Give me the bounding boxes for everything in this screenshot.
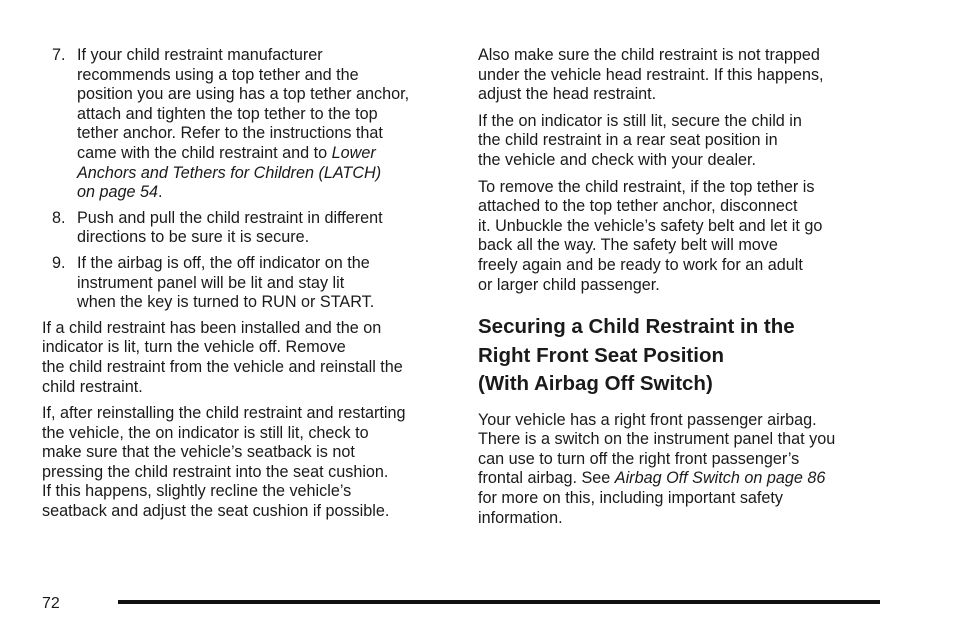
text-line: under the vehicle head restraint. If this happens, xyxy=(478,65,824,84)
text-segment: frontal airbag. See xyxy=(478,469,615,488)
list-item-7 xyxy=(42,46,452,203)
text-line: recommends using a top tether and the xyxy=(77,65,359,84)
text-line: make sure that the vehicle’s seatback is not xyxy=(42,443,355,462)
text-line: If your child restraint manufacturer xyxy=(77,46,323,64)
cross-reference-link[interactable]: on page 54 xyxy=(77,183,159,202)
page-number: 72 xyxy=(42,595,60,612)
paragraph-still-lit xyxy=(42,404,452,522)
left-column xyxy=(42,46,452,529)
heading-line: Right Front Seat Position xyxy=(478,343,724,367)
list-item-8 xyxy=(42,209,452,248)
text-line xyxy=(77,183,452,203)
text-line: information. xyxy=(478,508,563,527)
cross-reference-link[interactable]: Anchors and Tethers for Children (LATCH) xyxy=(77,163,382,182)
text-line: If the airbag is off, the off indicator on the xyxy=(77,253,370,272)
text-line: There is a switch on the instrument panel that you xyxy=(478,430,836,449)
text-line: freely again and be ready to work for an adult xyxy=(478,255,803,274)
text-line: can use to turn off the right front passenger’s xyxy=(478,449,800,468)
text-line: pressing the child restraint into the seat cushion. xyxy=(42,462,389,481)
text-line: adjust the head restraint. xyxy=(478,85,657,104)
paragraph-remove-restraint xyxy=(478,178,888,296)
list-number: 9. xyxy=(52,253,66,272)
text-line: Also make sure the child restraint is not trapped xyxy=(478,46,820,64)
text-segment: came with the child restraint and to xyxy=(77,143,332,162)
list-item-9 xyxy=(42,254,452,313)
text-line: back all the way. The safety belt will move xyxy=(478,236,778,255)
footer-rule xyxy=(118,600,880,604)
text-line: Push and pull the child restraint in different xyxy=(77,208,383,227)
text-line: instrument panel will be lit and stay lit xyxy=(77,273,345,292)
paragraph-reinstall xyxy=(42,319,452,397)
text-line: Your vehicle has a right front passenger airbag. xyxy=(478,410,817,429)
text-line: the vehicle, the on indicator is still lit, check to xyxy=(42,423,369,442)
list-number: 7. xyxy=(52,46,66,64)
cross-reference-link[interactable]: Lower xyxy=(331,143,376,162)
text-line: it. Unbuckle the vehicle’s safety belt and let it go xyxy=(478,216,823,235)
paragraph-airbag-switch xyxy=(478,411,888,529)
text-line: child restraint. xyxy=(42,377,143,396)
text-line: or larger child passenger. xyxy=(478,275,660,294)
text-line: If, after reinstalling the child restraint and restarting xyxy=(42,404,406,423)
heading-line: Securing a Child Restraint in the xyxy=(478,315,795,339)
text-line: directions to be sure it is secure. xyxy=(77,228,310,247)
text-line: If a child restraint has been installed and the on xyxy=(42,318,382,337)
text-line: indicator is lit, turn the vehicle off. Remove xyxy=(42,338,346,357)
cross-reference-link[interactable]: Airbag Off Switch on page 86 xyxy=(614,469,826,488)
text-line: the vehicle and check with your dealer. xyxy=(478,150,757,169)
text-line: when the key is turned to RUN or START. xyxy=(77,293,375,312)
list-number: 8. xyxy=(52,208,66,227)
text-line: If this happens, slightly recline the vehicle’s xyxy=(42,482,352,501)
text-line: To remove the child restraint, if the top tether is xyxy=(478,177,815,196)
paragraph-head-restraint xyxy=(478,46,888,105)
text-line: seatback and adjust the seat cushion if possible. xyxy=(42,502,390,521)
text-line: attached to the top tether anchor, disconnect xyxy=(478,197,798,216)
text-line: for more on this, including important safety xyxy=(478,489,784,507)
text-line: tether anchor. Refer to the instructions that xyxy=(77,124,383,143)
text-line: the child restraint in a rear seat position in xyxy=(478,131,778,150)
text-segment: . xyxy=(158,183,163,202)
right-column xyxy=(478,46,888,535)
text-line: attach and tighten the top tether to the top xyxy=(77,104,378,123)
paragraph-rear-seat xyxy=(478,112,888,171)
text-line: If the on indicator is still lit, secure the child in xyxy=(478,111,802,130)
section-heading xyxy=(478,313,888,399)
text-line xyxy=(77,144,452,164)
heading-line: (With Airbag Off Switch) xyxy=(478,372,713,396)
text-line xyxy=(478,469,888,489)
text-line: the child restraint from the vehicle and reinstall the xyxy=(42,357,403,376)
text-line: position you are using has a top tether anchor, xyxy=(77,85,410,104)
